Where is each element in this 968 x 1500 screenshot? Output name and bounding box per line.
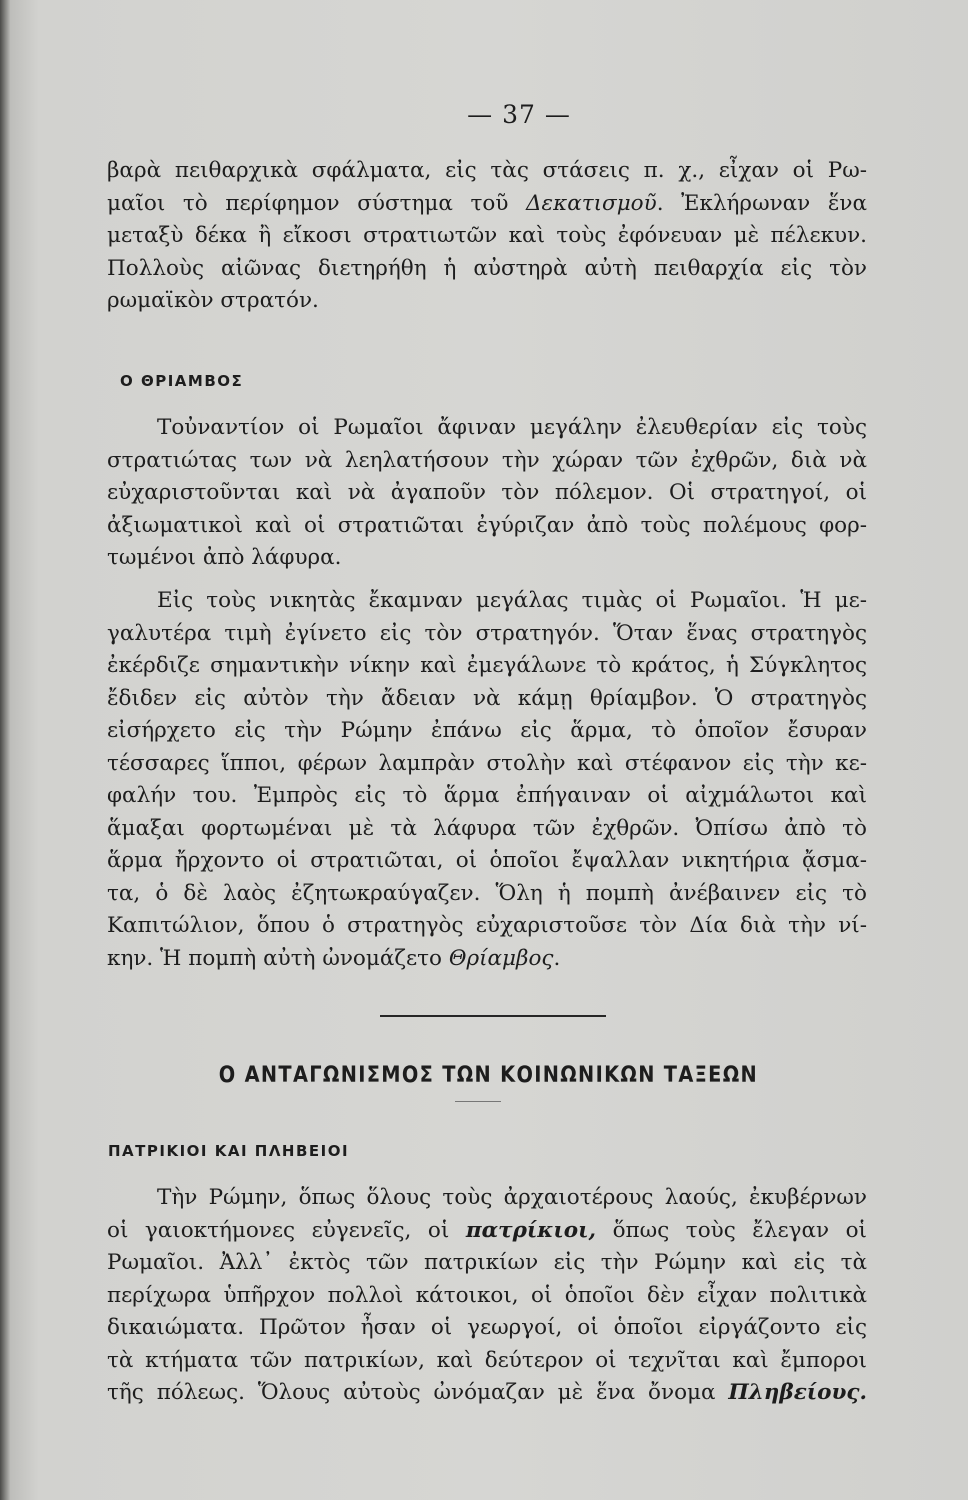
text-line: Εἰς τοὺς νικητὰς ἔκαμναν μεγάλας τιμὰς οἱ Ρωμαῖοι. Ἡ με- (157, 588, 867, 613)
text-line: οἱ γαιοκτήμονες εὐγενεῖς, οἱ πατρίκιοι, ὅπως τοὺς ἔλεγαν οἱ (107, 1217, 867, 1243)
triumph-paragraph-2 (107, 585, 867, 975)
text-line: ρωμαϊκὸν στρατόν. (107, 288, 319, 313)
text-line: φαλήν του. Ἐμπρὸς εἰς τὸ ἅρμα ἐπήγαιναν οἱ αἰχμάλωτοι καὶ (107, 783, 867, 808)
patricians-paragraph (107, 1182, 867, 1410)
text-line: τωμένοι ἀπὸ λάφυρα. (107, 545, 342, 570)
text-line: ἅμαξαι φορτωμέναι μὲ τὰ λάφυρα τῶν ἐχθρῶν. Ὀπίσω ἀπὸ τὸ (107, 815, 867, 841)
term-dekatismos: Δεκατισμοῦ (526, 190, 657, 216)
term-thriambos: Θρίαμβος (448, 945, 554, 971)
text-line: Τὴν Ρώμην, ὅπως ὅλους τοὺς ἀρχαιοτέρους λαούς, ἐκυβέρνων (157, 1185, 867, 1210)
term-plebeians: Πληβείους. (728, 1380, 867, 1405)
text-line: τα, ὁ δὲ λαὸς ἐζητωκραύγαζεν. Ὅλη ἡ πομπὴ ἀνέβαινεν εἰς τὸ (107, 880, 867, 906)
text-line: κην. Ἡ πομπὴ αὐτὴ ὠνομάζετο Θρίαμβος. (107, 945, 561, 971)
text-line: μαῖοι τὸ περίφημον σύστημα τοῦ Δεκατισμοῦ. Ἐκλήρωναν ἕνα (107, 190, 867, 216)
text-line: βαρὰ πειθαρχικὰ σφάλματα, εἰς τὰς στάσεις π. χ., εἶχαν οἱ Ρω- (107, 158, 867, 183)
text-line: Ρωμαῖοι. Ἀλλ᾿ ἐκτὸς τῶν πατρικίων εἰς τὴν Ρώμην καὶ εἰς τὰ (107, 1250, 867, 1275)
text-line: ἐκέρδιζε σημαντικὴν νίκην καὶ ἐμεγάλωνε τὸ κράτος, ἡ Σύγκλητος (107, 653, 867, 678)
short-rule (455, 1101, 501, 1102)
text-line: γαλυτέρα τιμὴ ἐγίνετο εἰς τὸν στρατηγόν. Ὅταν ἕνας στρατηγὸς (107, 620, 867, 646)
text-line: τῆς πόλεως. Ὅλους αὐτοὺς ὠνόμαζαν μὲ ἕνα ὄνομα Πληβείους. (107, 1380, 867, 1405)
term-patrikioi: πατρίκιοι, (465, 1217, 597, 1243)
book-binding-edge (0, 0, 10, 1500)
opening-paragraph (107, 155, 867, 318)
text-line: ἅρμα ἤρχοντο οἱ στρατιῶται, οἱ ὁποῖοι ἔψαλλαν νικητήρια ᾄσμα- (107, 848, 867, 873)
text-line: Πολλοὺς αἰῶνας διετηρήθη ἡ αὐστηρὰ αὐτὴ πειθαρχία εἰς τὸν (107, 255, 867, 281)
text-line: περίχωρα ὑπῆρχον πολλοὶ κάτοικοι, οἱ ὁποῖοι δὲν εἶχαν πολιτικὰ (107, 1282, 867, 1308)
triumph-heading: Ο ΘΡΙΑΜΒΟΣ (120, 372, 244, 390)
page-number: — 37 — (467, 100, 571, 129)
text-line: ἔδιδεν εἰς αὐτὸν τὴν ἄδειαν νὰ κάμῃ θρίαμβον. Ὁ στρατηγὸς (107, 685, 867, 711)
text-line: τὰ κτήματα τῶν πατρικίων, καὶ δεύτερον οἱ τεχνῖται καὶ ἔμποροι (107, 1347, 867, 1373)
text-line: εὐχαριστοῦνται καὶ νὰ ἀγαποῦν τὸν πόλεμον. Οἱ στρατηγοί, οἱ (107, 480, 867, 505)
triumph-paragraph-1 (107, 412, 867, 575)
text-line: Καπιτώλιον, ὅπου ὁ στρατηγὸς εὐχαριστοῦσε τὸν Δία διὰ τὴν νί- (107, 913, 867, 938)
text-line: ἀξιωματικοὶ καὶ οἱ στρατιῶται ἐγύριζαν ἀπὸ τοὺς πολέμους φορ- (107, 512, 867, 538)
text-line: Τοὐναντίον οἱ Ρωμαῖοι ἄφιναν μεγάλην ἐλευθερίαν εἰς τοὺς (157, 415, 867, 440)
section-divider (380, 1015, 606, 1017)
text-line: μεταξὺ δέκα ἢ εἴκοσι στρατιωτῶν καὶ τοὺς ἐφόνευαν μὲ πέλεκυν. (107, 223, 867, 248)
text-line: δικαιώματα. Πρῶτον ἦσαν οἱ γεωργοί, οἱ ὁποῖοι εἰργάζοντο εἰς (107, 1315, 867, 1340)
text-line: εἰσήρχετο εἰς τὴν Ρώμην ἐπάνω εἰς ἅρμα, τὸ ὁποῖον ἔσυραν (107, 718, 867, 743)
text-line: στρατιώτας των νὰ λεηλατήσουν τὴν χώραν τῶν ἐχθρῶν, διὰ νὰ (107, 447, 867, 473)
section-title: Ο ΑΝΤΑΓΩΝΙΣΜΟΣ ΤΩΝ ΚΟΙΝΩΝΙΚΩΝ ΤΑΞΕΩΝ (218, 1063, 759, 1088)
text-line: τέσσαρες ἵπποι, φέρων λαμπρὰν στολὴν καὶ στέφανον εἰς τὴν κε- (107, 750, 867, 776)
subheading: ΠΑΤΡΙΚΙΟΙ ΚΑΙ ΠΛΗΒΕΙΟΙ (108, 1142, 350, 1160)
